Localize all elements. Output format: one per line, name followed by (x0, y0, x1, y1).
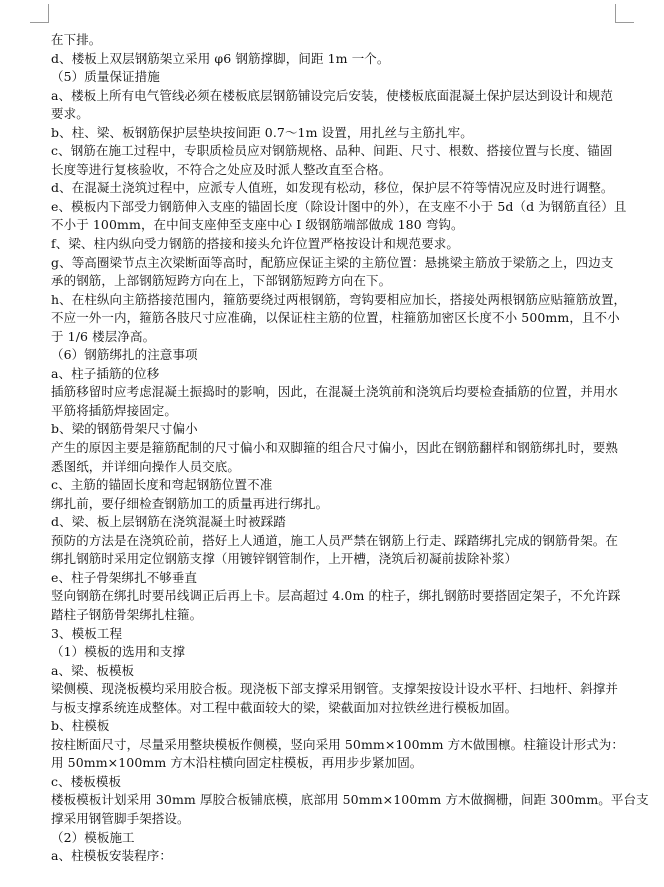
page-corner-mark-top-right (615, 4, 634, 23)
text-line: 按柱断面尺寸，尽量采用整块模板作侧模，竖向采用 50mm×100mm 方木做围檩。柱箍设计形式为： (51, 736, 624, 752)
text-line: d、在混凝土浇筑过程中，应派专人值班，如发现有松动，移位，保护层不符等情况应及时进行调整。 (51, 180, 614, 196)
subheading: a、柱子插筋的位移 (51, 365, 160, 381)
subheading: b、梁的钢筋骨架尺寸偏小 (51, 421, 198, 437)
section-heading: 3、模板工程 (51, 625, 123, 641)
section-heading: （5）质量保证措施 (51, 69, 160, 85)
text-line: 不小于 100mm，在中间支座伸至支座中心 I 级钢筋端部做成 180 弯钩。 (51, 217, 464, 233)
page-corner-mark-top-left (30, 4, 49, 23)
text-line: 撑采用钢管脚手架搭设。 (51, 810, 190, 826)
text-line: 梁侧模、现浇板模均采用胶合板。现浇板下部支撑采用钢管。支撑架按设计设水平杆、扫地杆、斜撑并 (51, 681, 619, 697)
subheading: a、梁、板模板 (51, 662, 135, 678)
subheading: b、柱模板 (51, 718, 110, 734)
text-line: 承的钢筋，上部钢筋短跨方向在上，下部钢筋短跨方向在下。 (51, 273, 392, 289)
text-line: 绑扎前，要仔细检查钢筋加工的质量再进行绑扎。 (51, 495, 329, 511)
text-line: 踏柱子钢筋骨架绑扎柱箍。 (51, 606, 203, 622)
subheading: a、柱模板安装程序： (51, 848, 172, 864)
text-line: d、楼板上双层钢筋架立采用 φ6 钢筋撑脚，间距 1m 一个。 (51, 50, 390, 66)
text-line: 与板支撑系统连成整体。对工程中截面较大的梁，梁截面加对拉铁丝进行模板加固。 (51, 699, 518, 715)
text-line: g、等高圈梁节点主次梁断面等高时，配筋应保证主梁的主筋位置：悬挑梁主筋放于梁筋之上，四边支 (51, 254, 614, 270)
text-line: 于 1/6 楼层净高。 (51, 328, 156, 344)
subheading: c、主筋的锚固长度和弯起钢筋位置不准 (51, 477, 273, 493)
subheading: c、楼板模板 (51, 773, 122, 789)
document-body (51, 31, 649, 866)
text-line: 绑扎钢筋时采用定位钢筋支撑（用镀锌钢管制作，上开槽，浇筑后初凝前拔除补浆） (51, 551, 518, 567)
text-line: b、柱、梁、板钢筋保护层垫块按间距 0.7～1m 设置，用扎丝与主筋扎牢。 (51, 124, 473, 140)
text-line: a、楼板上所有电气管线必须在楼板底层钢筋铺设完后安装，使楼板底面混凝土保护层达到设计和规范 (51, 87, 613, 103)
text-line: 悉图纸，并详细向操作人员交底。 (51, 458, 241, 474)
text-line: c、钢筋在施工过程中，专职质检员应对钢筋规格、品种、间距、尺寸、根数、搭接位置与长度、锚固 (51, 143, 613, 159)
text-line: h、在柱纵向主筋搭接范围内，箍筋要绕过两根钢筋，弯钩要相应加长，搭接处两根钢筋应贴箍筋放置， (51, 291, 627, 307)
text-line: 产生的原因主要是箍筋配制的尺寸偏小和双脚箍的组合尺寸偏小，因此在钢筋翻样和钢筋绑扎时，要熟 (51, 440, 619, 456)
text-line: 插筋移留时应考虑混凝土振捣时的影响，因此，在混凝土浇筑前和浇筑后均要检查插筋的位置，并用水 (51, 384, 619, 400)
text-line: 竖向钢筋在绑扎时要吊线调正后再上卡。层高超过 4.0m 的柱子，绑扎钢筋时要搭固定架子，不允许踩 (51, 588, 621, 604)
text-line: 在下排。 (51, 32, 102, 47)
text-line: 长度等进行复核验收，不符合之处应及时派人整改直至合格。 (51, 161, 392, 177)
subheading: d、梁、板上层钢筋在浇筑混凝土时被踩踏 (51, 514, 286, 530)
text-line: 用 50mm×100mm 方木沿柱横向固定柱模板，再用步步紧加固。 (51, 755, 423, 771)
section-heading: （1）模板的选用和支撑 (51, 644, 186, 660)
text-line: e、模板内下部受力钢筋伸入支座的锚固长度（除设计图中的外），在支座不小于 5d（d 为钢筋直径）且 (51, 198, 627, 214)
text-line: 平筋将插筋焊接固定。 (51, 402, 178, 418)
text-line: 不应一外一内，箍筋各肢尺寸应准确，以保证柱主筋的位置，柱箍筋加密区长度不小 500mm，且不小 (51, 310, 620, 326)
section-heading: （6）钢筋绑扎的注意事项 (51, 347, 198, 363)
text-line: 预防的方法是在浇筑砼前，搭好上人通道，施工人员严禁在钢筋上行走、踩踏绑扎完成的钢筋骨架。在 (51, 532, 619, 548)
subheading: e、柱子骨架绑扎不够垂直 (51, 569, 198, 585)
text-line: 楼板模板计划采用 30mm 厚胶合板铺底模，底部用 50mm×100mm 方木做搁栅，间距 300mm。平台支 (51, 792, 649, 808)
section-heading: （2）模板施工 (51, 829, 135, 845)
text-line: f、梁、柱内纵向受力钢筋的搭接和接头允许位置严格按设计和规范要求。 (51, 236, 459, 252)
text-line: 要求。 (51, 106, 89, 122)
